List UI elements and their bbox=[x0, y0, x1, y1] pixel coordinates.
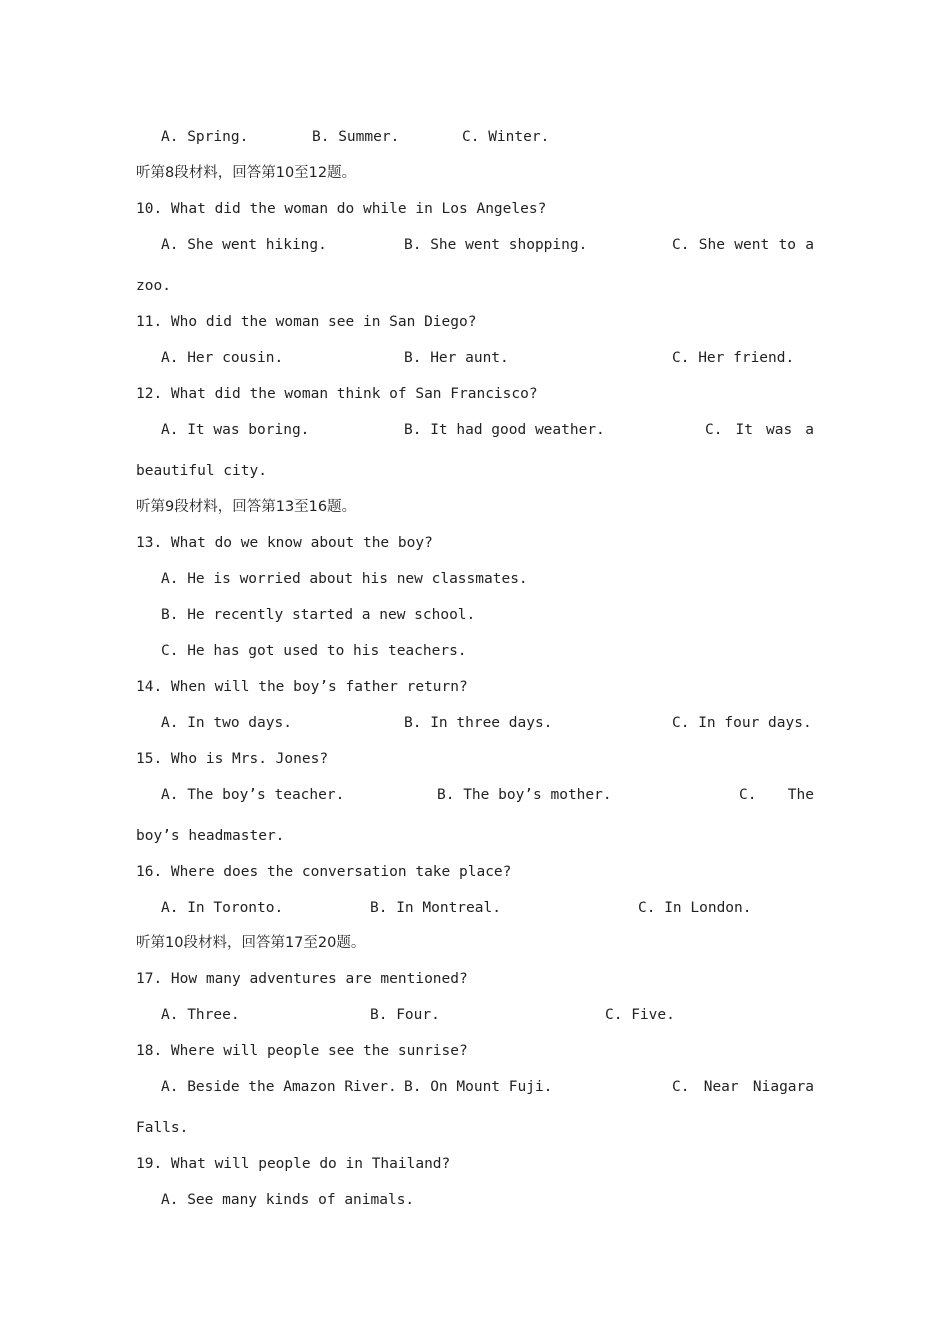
question-14-stem: 14. When will the boy’s father return? bbox=[136, 679, 468, 695]
q15-option-a: A. The boy’s teacher. bbox=[161, 787, 345, 803]
q18-option-c-continued: Falls. bbox=[136, 1120, 189, 1136]
q12-option-c-continued: beautiful city. bbox=[136, 463, 267, 479]
q15-option-c-word: The bbox=[787, 787, 814, 803]
q10-option-c-word: went bbox=[734, 237, 770, 253]
q9-option-a: A. Spring. bbox=[161, 129, 249, 145]
question-13-stem: 13. What do we know about the boy? bbox=[136, 535, 433, 551]
q10-option-c bbox=[672, 235, 814, 255]
q14-option-c: C. In four days. bbox=[672, 715, 812, 731]
q11-option-b: B. Her aunt. bbox=[404, 350, 509, 366]
q18-option-c-word: C. bbox=[672, 1079, 690, 1095]
question-19-stem: 19. What will people do in Thailand? bbox=[136, 1156, 451, 1172]
q14-option-b: B. In three days. bbox=[404, 715, 553, 731]
q10-option-c-word: C. bbox=[672, 237, 690, 253]
question-12-stem: 12. What did the woman think of San Francisco? bbox=[136, 386, 538, 402]
q10-option-c-word: She bbox=[698, 237, 725, 253]
q12-option-a: A. It was boring. bbox=[161, 422, 310, 438]
q10-option-c-continued: zoo. bbox=[136, 278, 171, 294]
q16-option-c: C. In London. bbox=[638, 900, 752, 916]
q16-option-b: B. In Montreal. bbox=[370, 900, 501, 916]
q10-option-c-word: a bbox=[805, 237, 814, 253]
q13-option-a: A. He is worried about his new classmates. bbox=[161, 571, 528, 587]
question-11-stem: 11. Who did the woman see in San Diego? bbox=[136, 314, 477, 330]
question-17-stem: 17. How many adventures are mentioned? bbox=[136, 971, 468, 987]
q15-option-c-continued: boy’s headmaster. bbox=[136, 828, 285, 844]
section-10-heading: 听第10段材料，回答第17至20题。 bbox=[136, 935, 366, 951]
q17-option-a: A. Three. bbox=[161, 1007, 240, 1023]
q12-option-c-word: C. bbox=[705, 422, 723, 438]
q14-option-a: A. In two days. bbox=[161, 715, 292, 731]
q17-option-b: B. Four. bbox=[370, 1007, 440, 1023]
q15-option-c-word: C. bbox=[739, 787, 757, 803]
q12-option-c-word: was bbox=[766, 422, 793, 438]
question-15-stem: 15. Who is Mrs. Jones? bbox=[136, 751, 329, 767]
q12-option-c bbox=[705, 420, 814, 440]
q9-option-b: B. Summer. bbox=[312, 129, 400, 145]
q16-option-a: A. In Toronto. bbox=[161, 900, 284, 916]
question-10-stem: 10. What did the woman do while in Los Angeles? bbox=[136, 201, 547, 217]
q12-option-c-word: It bbox=[735, 422, 753, 438]
q15-option-c bbox=[739, 785, 814, 805]
q10-option-c-word: to bbox=[778, 237, 796, 253]
q10-option-a: A. She went hiking. bbox=[161, 237, 327, 253]
q18-option-b: B. On Mount Fuji. bbox=[404, 1079, 553, 1095]
q10-option-b: B. She went shopping. bbox=[404, 237, 588, 253]
q13-option-c: C. He has got used to his teachers. bbox=[161, 643, 467, 659]
q18-option-c bbox=[672, 1077, 814, 1097]
q9-option-c: C. Winter. bbox=[462, 129, 550, 145]
q19-option-a: A. See many kinds of animals. bbox=[161, 1192, 415, 1208]
q18-option-c-word: Niagara bbox=[752, 1079, 814, 1095]
q18-option-a: A. Beside the Amazon River. bbox=[161, 1079, 397, 1095]
q13-option-b: B. He recently started a new school. bbox=[161, 607, 476, 623]
q11-option-a: A. Her cousin. bbox=[161, 350, 284, 366]
q11-option-c: C. Her friend. bbox=[672, 350, 795, 366]
q15-option-b: B. The boy’s mother. bbox=[437, 787, 612, 803]
q17-option-c: C. Five. bbox=[605, 1007, 675, 1023]
section-8-heading: 听第8段材料，回答第10至12题。 bbox=[136, 165, 357, 181]
question-18-stem: 18. Where will people see the sunrise? bbox=[136, 1043, 468, 1059]
q12-option-b: B. It had good weather. bbox=[404, 422, 605, 438]
q18-option-c-word: Near bbox=[703, 1079, 739, 1095]
section-9-heading: 听第9段材料，回答第13至16题。 bbox=[136, 499, 357, 515]
q12-option-c-word: a bbox=[805, 422, 814, 438]
question-16-stem: 16. Where does the conversation take place? bbox=[136, 864, 512, 880]
